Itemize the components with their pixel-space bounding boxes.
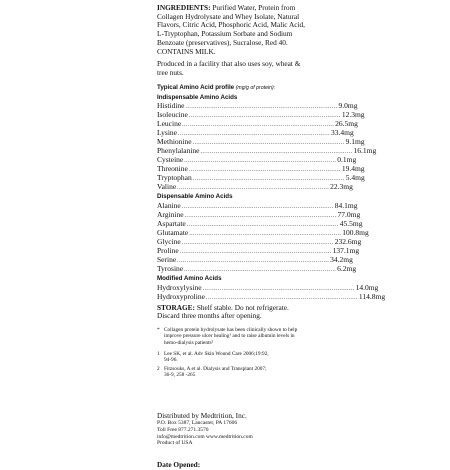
table-row xyxy=(157,210,361,220)
dot-leader: ................................................................................ xyxy=(186,222,339,229)
reference-text xyxy=(164,351,269,364)
table-row xyxy=(157,182,353,192)
amino-acid-name: Tyrosine xyxy=(157,264,184,274)
amino-acid-name: Aspartate xyxy=(157,219,186,229)
reference-number: 1 xyxy=(157,350,160,357)
reference-item xyxy=(157,366,309,379)
amino-acid-value: 34.2mg xyxy=(330,255,353,265)
dot-leader: ................................................................................ xyxy=(184,267,337,274)
table-row xyxy=(157,110,365,120)
amino-acid-value: 137.1mg xyxy=(332,246,360,256)
table-row xyxy=(157,255,353,265)
storage-block xyxy=(157,304,309,321)
amino-section-rows xyxy=(157,282,386,301)
dot-leader: ................................................................................ xyxy=(202,285,355,292)
dot-leader: ................................................................................ xyxy=(184,158,337,165)
dot-leader: ................................................................................ xyxy=(192,140,345,147)
ingredients-block xyxy=(157,4,309,56)
dot-leader: ................................................................................ xyxy=(189,231,342,238)
amino-acid-name: Glycine xyxy=(157,237,181,247)
table-row xyxy=(157,146,377,156)
table-row xyxy=(157,228,369,238)
ingredients-text: Purified Water, Protein from Collagen Hydrolysate and Whey Isolate, Natural Flavors, Citric Acid, Phosphoric Acid, Malic Acid, L-Tryptophan, Potassium Sorbate and Sodium Benzoate (preservatives), Sucralose, Red 40. xyxy=(157,3,305,47)
dot-leader: ................................................................................ xyxy=(177,258,330,265)
amino-profile-title xyxy=(157,84,309,92)
dot-leader: ................................................................................ xyxy=(178,131,330,138)
distributor-block xyxy=(157,411,309,447)
footnote-mark: * xyxy=(157,327,160,334)
amino-acid-name: Threonine xyxy=(157,164,188,174)
footnote-text: Collagen protein hydrolysate has been clinically shown to help improve pressure ulcer healing¹ and to raise albumin levels in hemo-dialysis patients² xyxy=(164,327,298,346)
distributor-heading: Distributed by Medtrition, Inc. xyxy=(157,411,247,421)
storage-heading: STORAGE: xyxy=(157,302,195,312)
amino-acid-name: Hydroxyproline xyxy=(157,291,205,301)
dot-leader: ................................................................................ xyxy=(181,204,334,211)
table-row xyxy=(157,282,379,292)
table-row xyxy=(157,101,358,111)
reference-number: 2 xyxy=(157,365,160,372)
amino-acid-name: Phenylalanine xyxy=(157,146,200,156)
distributor-line: P.O. Box 5387, Lancaster, PA 17606 xyxy=(157,420,238,427)
dot-leader: ................................................................................ xyxy=(179,249,332,256)
amino-acid-value: 114.8mg xyxy=(358,291,386,301)
amino-acid-name: Valine xyxy=(157,182,177,192)
amino-acid-name: Arginine xyxy=(157,210,184,220)
amino-section-rows xyxy=(157,201,369,274)
amino-acid-name: Alanine xyxy=(157,201,181,211)
amino-acid-value: 14.0mg xyxy=(355,282,379,292)
table-row xyxy=(157,264,357,274)
amino-acid-name: Serine xyxy=(157,255,177,265)
facility-statement: Produced in a facility that also uses soy, wheat & tree nuts. xyxy=(157,59,301,77)
amino-acid-value: 12.3mg xyxy=(341,110,365,120)
table-row xyxy=(157,237,362,247)
distributor-line: Toll Free 877.271.3570 xyxy=(157,426,209,433)
amino-acid-name: Methionine xyxy=(157,137,192,147)
amino-acid-value: 77.0mg xyxy=(337,210,361,220)
amino-acid-value: 26.5mg xyxy=(335,119,358,129)
amino-acid-name: Histidine xyxy=(157,101,185,111)
ingredients-heading: INGREDIENTS: xyxy=(157,3,211,12)
dot-leader: ................................................................................ xyxy=(181,240,334,247)
table-row xyxy=(157,164,365,174)
table-row xyxy=(157,246,360,256)
amino-acid-name: Cysteine xyxy=(157,155,184,165)
amino-acid-name: Leucine xyxy=(157,119,182,129)
reference-line: Fitzsouks, A et al. Dialysis and Transplant 2007; xyxy=(164,365,267,372)
dot-leader: ................................................................................ xyxy=(184,213,337,220)
storage-text: Shelf stable. Do not refrigerate. Discard three months after opening. xyxy=(157,302,289,321)
amino-acid-value: 22.3mg xyxy=(330,182,353,192)
table-row xyxy=(157,291,386,301)
amino-acid-value: 100.8mg xyxy=(342,228,369,238)
dot-leader: ................................................................................ xyxy=(185,104,338,111)
reference-text xyxy=(164,366,267,379)
references-list xyxy=(157,351,309,378)
reference-item xyxy=(157,351,309,364)
amino-acid-value: 9.0mg xyxy=(338,101,358,111)
amino-acid-name: Glutamate xyxy=(157,228,189,238)
amino-section-rows xyxy=(157,101,377,192)
footnote xyxy=(157,327,309,346)
amino-section-title: Indispensable Amino Acids xyxy=(157,93,238,101)
dot-leader: ................................................................................ xyxy=(182,122,335,129)
dot-leader: ................................................................................ xyxy=(192,176,345,183)
amino-acid-value: 19.4mg xyxy=(341,164,365,174)
table-row xyxy=(157,155,357,165)
reference-line: 94-96. xyxy=(164,357,178,364)
amino-acid-name: Proline xyxy=(157,246,179,256)
table-row xyxy=(157,173,365,183)
amino-acid-value: 84.1mg xyxy=(334,201,358,211)
amino-acid-name: Isoleucine xyxy=(157,110,188,120)
amino-profile-unit: (mg/g of protein): xyxy=(235,84,276,91)
dot-leader: ................................................................................ xyxy=(188,167,341,174)
distributor-line: Product of USA xyxy=(157,440,193,447)
amino-acid-value: 6.2mg xyxy=(337,264,357,274)
amino-acid-value: 9.1mg xyxy=(345,137,365,147)
amino-acid-value: 5.4mg xyxy=(345,173,365,183)
amino-acid-table xyxy=(157,93,386,301)
amino-acid-value: 16.1mg xyxy=(353,146,377,156)
nutrition-label xyxy=(157,3,386,470)
allergen-statement: CONTAINS MILK. xyxy=(157,46,216,56)
dot-leader: ................................................................................ xyxy=(205,294,358,301)
reference-line: Lee SK, et al. Adv Skin Wound Care 2006;19:92, xyxy=(164,350,269,357)
amino-acid-value: 45.5mg xyxy=(339,219,363,229)
amino-acid-value: 33.4mg xyxy=(331,128,354,138)
reference-line: 36-9, 258 -265 xyxy=(164,371,196,378)
table-row xyxy=(157,201,358,211)
table-row xyxy=(157,119,358,129)
distributor-line: info@medtrition.com www.medtrition.com xyxy=(157,433,253,440)
distributor-contact xyxy=(157,420,309,447)
dot-leader: ................................................................................ xyxy=(177,185,330,192)
amino-profile-heading: Typical Amino Acid profile xyxy=(157,83,235,91)
amino-acid-name: Hydroxylysine xyxy=(157,282,202,292)
amino-section-title: Dispensable Amino Acids xyxy=(157,193,233,201)
date-opened-label: Date Opened: xyxy=(157,459,201,469)
table-row xyxy=(157,219,363,229)
amino-acid-name: Lysine xyxy=(157,128,177,138)
amino-acid-value: 0.1mg xyxy=(337,155,357,165)
dot-leader: ................................................................................ xyxy=(200,149,353,156)
dot-leader: ................................................................................ xyxy=(188,113,341,120)
amino-acid-name: Tryptophan xyxy=(157,173,192,183)
table-row xyxy=(157,128,354,138)
table-row xyxy=(157,137,365,147)
amino-acid-value: 232.6mg xyxy=(334,237,362,247)
amino-section-title: Modified Amino Acids xyxy=(157,275,222,283)
